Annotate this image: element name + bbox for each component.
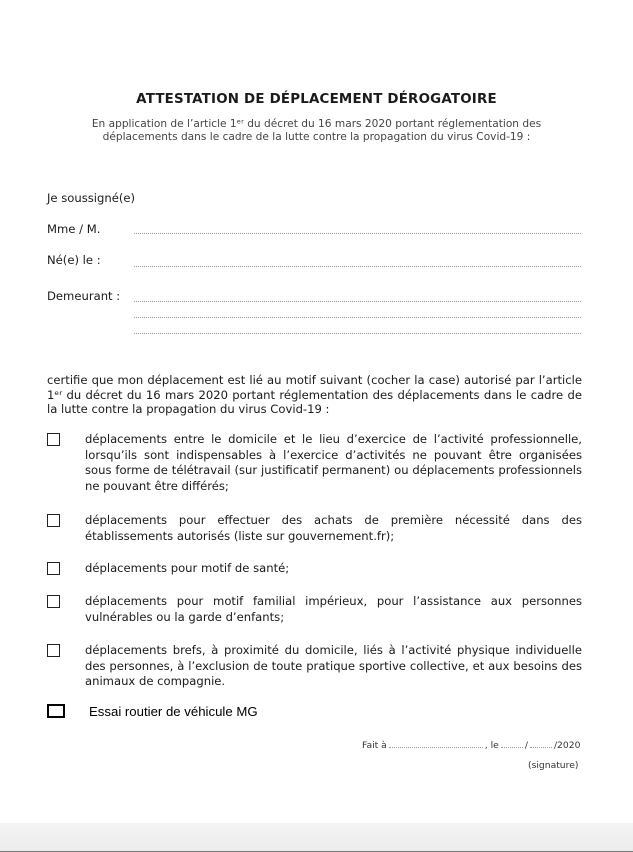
checkbox-motif-exercise[interactable] [47, 644, 60, 657]
motif-family-text: déplacements pour motif familial impérieux, pour l’assistance aux personnes vulnérables ou la garde d’enfants; [85, 594, 582, 624]
address-field-line-3[interactable] [134, 333, 581, 334]
year-label: /2020 [553, 740, 581, 751]
checkbox-vehicle-test[interactable] [47, 704, 65, 718]
checkbox-motif-purchases[interactable] [47, 514, 60, 527]
signature-label: (signature) [528, 760, 579, 771]
birth-date-label: Né(e) le : [47, 253, 101, 267]
date-separator: / [524, 740, 528, 751]
fait-label: Fait à [362, 740, 387, 751]
place-date-line [362, 740, 580, 751]
address-label: Demeurant : [47, 289, 121, 303]
subtitle-line-1: En application de l’article 1ᵉʳ du décret du 16 mars 2020 portant réglementation des [91, 118, 542, 130]
document-subtitle [60, 118, 573, 144]
checkbox-motif-health[interactable] [47, 562, 60, 575]
motif-purchases-text: déplacements pour effectuer des achats de première nécessité dans des établissements autorisés (liste sur gouvernement.fr); [85, 513, 582, 543]
birth-date-field-line[interactable] [134, 266, 581, 267]
le-label: , le [484, 740, 499, 751]
day-field[interactable] [501, 747, 523, 748]
vehicle-test-text: Essai routier de véhicule MG [89, 704, 258, 719]
certify-statement: certifie que mon déplacement est lié au motif suivant (cocher la case) autorisé par l’article 1ᵉʳ du décret du 16 mars 2020 portant réglementation des déplacements dans le cadre de la lutte contre la propagation du virus Covid-19 : [47, 373, 582, 417]
document-title: ATTESTATION DE DÉPLACEMENT DÉROGATOIRE [136, 92, 497, 107]
checkbox-motif-professional[interactable] [47, 433, 60, 446]
page-bottom-edge [0, 823, 633, 852]
subtitle-line-2: déplacements dans le cadre de la lutte contre la propagation du virus Covid-19 : [102, 131, 531, 143]
motif-health-text: déplacements pour motif de santé; [85, 561, 290, 575]
intro-label: Je soussigné(e) [47, 191, 136, 205]
address-field-line-1[interactable] [134, 301, 581, 302]
checkbox-motif-family[interactable] [47, 595, 60, 608]
motif-exercise-text: déplacements brefs, à proximité du domicile, liés à l’activité physique individuelle des personnes, à l’exclusion de toute pratique sportive collective, et aux besoins des animaux de compagnie. [85, 643, 582, 689]
name-label: Mme / M. [47, 222, 101, 236]
month-field[interactable] [530, 747, 552, 748]
name-field-line[interactable] [134, 233, 581, 234]
motif-professional-text: déplacements entre le domicile et le lieu d’exercice de l’activité professionnelle, lorsqu’ils sont indispensables à l’exercice d’activités ne pouvant être organisées sous forme de télétravail (sur justificatif permanent) ou déplacements professionnels ne pouvant être différés; [85, 432, 582, 493]
place-field[interactable] [389, 747, 483, 748]
address-field-line-2[interactable] [134, 317, 581, 318]
